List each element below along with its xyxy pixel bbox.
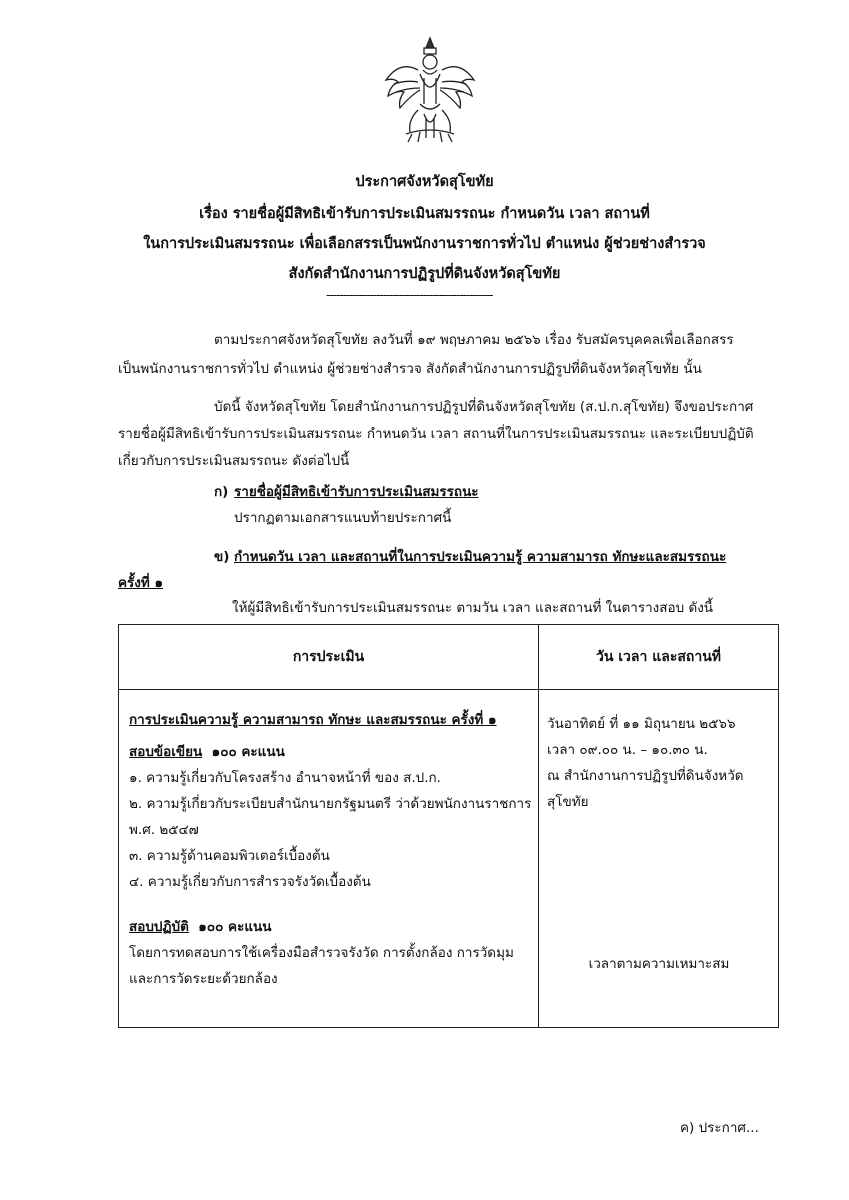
practical-exam-label: สอบปฏิบัติ	[129, 919, 189, 935]
item-a-text: ปรากฏตามเอกสารแนบท้ายประกาศนี้	[234, 510, 452, 526]
item-a-title: รายชื่อผู้มีสิทธิเข้ารับการประเมินสมรรถนะ	[234, 484, 479, 500]
subject-line-2: ในการประเมินสมรรถนะ เพื่อเลือกสรรเป็นพนักงานราชการทั่วไป ตำแหน่ง ผู้ช่วยช่างสำรวจ	[143, 236, 706, 252]
para1-line1: ตามประกาศจังหวัดสุโขทัย ลงวันที่ ๑๙ พฤษภาคม ๒๕๖๖ เรื่อง รับสมัครบุคคลเพื่อเลือกสรร	[214, 332, 734, 348]
written-item-4: ๔. ความรู้เกี่ยวกับการสำรวจรังวัดเบื้องต้น	[129, 874, 371, 890]
practical-desc-line1: โดยการทดสอบการใช้เครื่องมือสำรวจรังวัด การตั้งกล้อง การวัดมุม	[129, 945, 514, 961]
written-item-1: ๑. ความรู้เกี่ยวกับโครงสร้าง อำนาจหน้าที่ ของ ส.ป.ก.	[129, 770, 441, 786]
practical-desc-line2: และการวัดระยะด้วยกล้อง	[129, 971, 278, 987]
written-exam-score: ๑๐๐ คะแนน	[211, 744, 285, 760]
exam-place-line2: สุโขทัย	[547, 794, 589, 810]
practical-exam-score: ๑๐๐ คะแนน	[198, 919, 272, 935]
item-b-title-line2: ครั้งที่ ๑	[118, 575, 164, 591]
col-header-assessment: การประเมิน	[119, 625, 539, 690]
para2-line1: บัดนี้ จังหวัดสุโขทัย โดยสำนักงานการปฏิรูปที่ดินจังหวัดสุโขทัย (ส.ป.ก.สุโขทัย) จึงขอประกาศ	[214, 399, 754, 415]
assessment-cell	[119, 690, 539, 1028]
item-b-text: ให้ผู้มีสิทธิเข้ารับการประเมินสมรรถนะ ตามวัน เวลา และสถานที่ ในตารางสอบ ดังนี้	[232, 600, 714, 616]
datetime-cell	[539, 690, 779, 1028]
table-header-row	[119, 625, 779, 690]
document-title: ประกาศจังหวัดสุโขทัย	[355, 174, 494, 190]
para2-line2: รายชื่อผู้มีสิทธิเข้ารับการประเมินสมรรถนะ กำหนดวัน เวลา สถานที่ในการประเมินสมรรถนะ และระเบียบปฏิบัติ	[118, 426, 754, 442]
header-divider: --------------------------------------------------	[326, 288, 493, 302]
continuation-note: ค) ประกาศ...	[680, 1120, 759, 1136]
written-exam-label: สอบข้อเขียน	[129, 744, 203, 760]
section-title: การประเมินความรู้ ความสามารถ ทักษะ และสมรรถนะ ครั้งที่ ๑	[129, 712, 497, 728]
para2-line3: เกี่ยวกับการประเมินสมรรถนะ ดังต่อไปนี้	[118, 453, 350, 469]
para1-line2: เป็นพนักงานราชการทั่วไป ตำแหน่ง ผู้ช่วยช่างสำรวจ สังกัดสำนักงานการปฏิรูปที่ดินจังหวัดสุโขทัย นั้น	[118, 361, 702, 377]
col-header-datetime: วัน เวลา และสถานที่	[539, 625, 779, 690]
item-b-marker: ข)	[214, 549, 230, 565]
written-item-2-cont: พ.ศ. ๒๕๔๗	[129, 822, 199, 838]
exam-place-line1: ณ สำนักงานการปฏิรูปที่ดินจังหวัด	[547, 768, 744, 784]
practical-time: เวลาตามความเหมาะสม	[588, 956, 730, 972]
written-exam-heading	[129, 740, 285, 762]
exam-date: วันอาทิตย์ ที่ ๑๑ มิถุนายน ๒๕๖๖	[547, 716, 736, 732]
subject-line-1: เรื่อง รายชื่อผู้มีสิทธิเข้ารับการประเมินสมรรถนะ กำหนดวัน เวลา สถานที่	[199, 206, 650, 222]
subject-line-3: สังกัดสำนักงานการปฏิรูปที่ดินจังหวัดสุโขทัย	[288, 266, 561, 282]
item-a-marker: ก)	[214, 484, 229, 500]
exam-schedule-table	[118, 624, 779, 1028]
garuda-emblem-icon	[380, 30, 480, 150]
written-item-3: ๓. ความรู้ด้านคอมพิวเตอร์เบื้องต้น	[129, 848, 330, 864]
exam-time: เวลา ๐๙.๐๐ น. – ๑๐.๓๐ น.	[547, 742, 708, 758]
table-row	[119, 690, 779, 1028]
practical-exam-heading	[129, 915, 272, 937]
item-b-title-line1: กำหนดวัน เวลา และสถานที่ในการประเมินความรู้ ความสามารถ ทักษะและสมรรถนะ	[234, 549, 727, 565]
written-item-2: ๒. ความรู้เกี่ยวกับระเบียบสำนักนายกรัฐมนตรี ว่าด้วยพนักงานราชการ	[129, 796, 532, 812]
